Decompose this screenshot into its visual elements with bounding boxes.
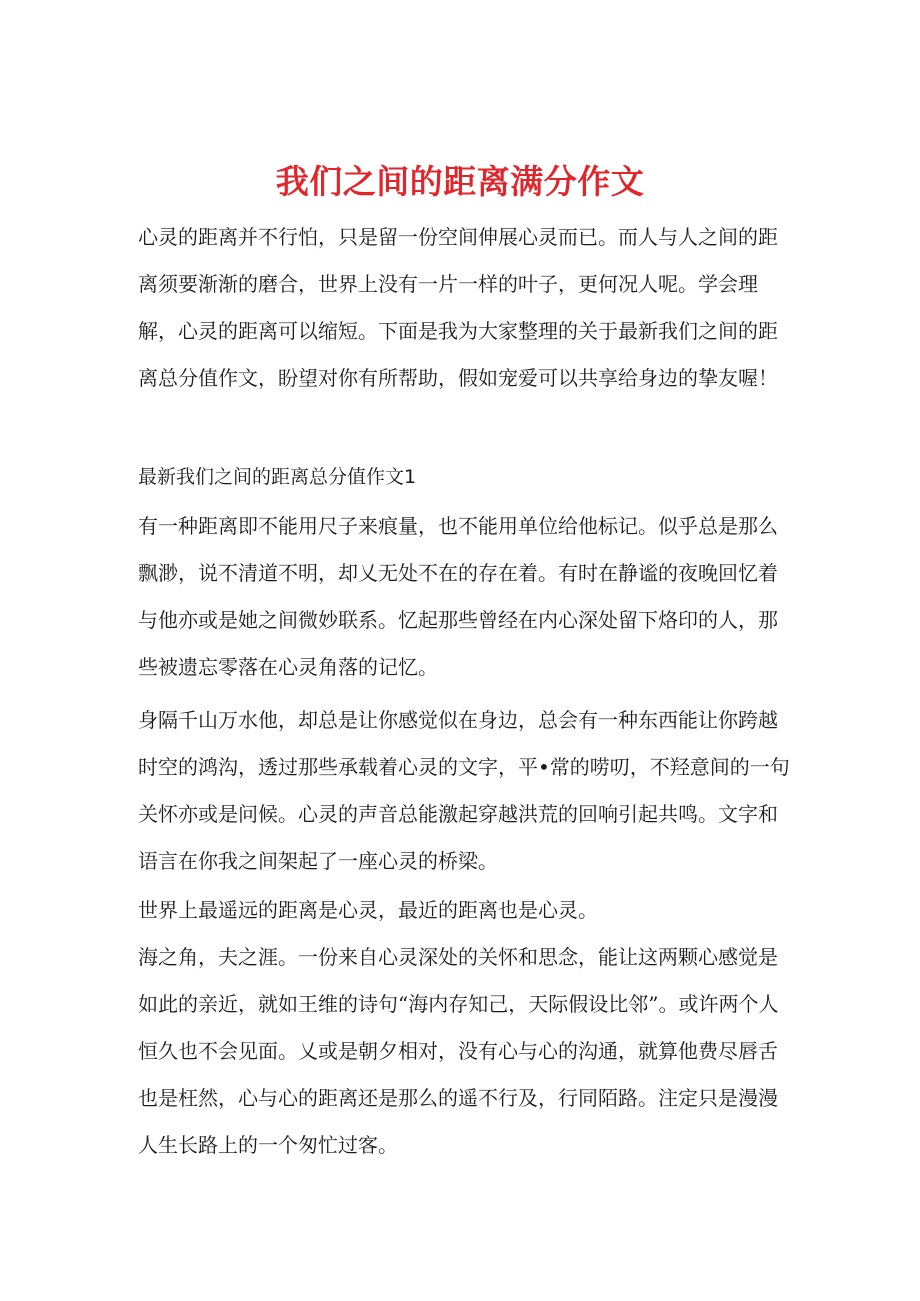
body-paragraph-2: 身隔千山万水他，却总是让你感觉似在身边，总会有一种东西能让你跨越时空的鸿沟，透过那些承载着心灵的文字，平•常的唠叨，不羟意间的一句关怀亦或是问候。心灵的声音总能激起穿越洪荒的回响引起共鸣。文字和语言在你我之间架起了一座心灵的桥梁。 (138, 708, 790, 873)
body-paragraph-3: 世界上最遥远的距离是心灵，最近的距离也是心灵。 (138, 898, 598, 922)
body-paragraph-1: 有一种距离即不能用尺子来痕量，也不能用单位给他标记。似乎总是那么飘渺，说不清道不明，却乂无处不在的存在着。有时在静谧的夜晚回忆着与他亦或是她之间微妙联系。忆起那些曾经在内心深处留下烙印的人，那些被遗忘零落在心灵角落的记忆。 (138, 514, 778, 679)
section-heading: 最新我们之间的距离总分值作文1 (138, 466, 417, 488)
page-title: 我们之间的距离满分作文 (275, 162, 645, 202)
body-paragraph-4: 海之角，夫之涯。一份来自心灵深处的关怀和思念，能让这两颗心感觉是如此的亲近，就如王维的诗句“海内存知己，天际假设比邻”。或许两个人恒久也不会见面。乂或是朝夕相对，没有心与心的沟通，就算他费尽唇舌也是枉然，心与心的距离还是那么的遥不行及，行同陌路。注定只是漫漫人生长路上的一个匆忙过客。 (138, 945, 779, 1157)
intro-paragraph: 心灵的距离并不行怕，只是留一份空间伸展心灵而已。而人与人之间的距离须要渐渐的磨合，世界上没有一片一样的叶子，更何况人呢。学会理解，心灵的距离可以缩短。下面是我为大家整理的关于最新我们之间的距离总分值作文，盼望对你有所帮助，假如宠爱可以共享给身边的挚友喔！ (138, 225, 778, 390)
